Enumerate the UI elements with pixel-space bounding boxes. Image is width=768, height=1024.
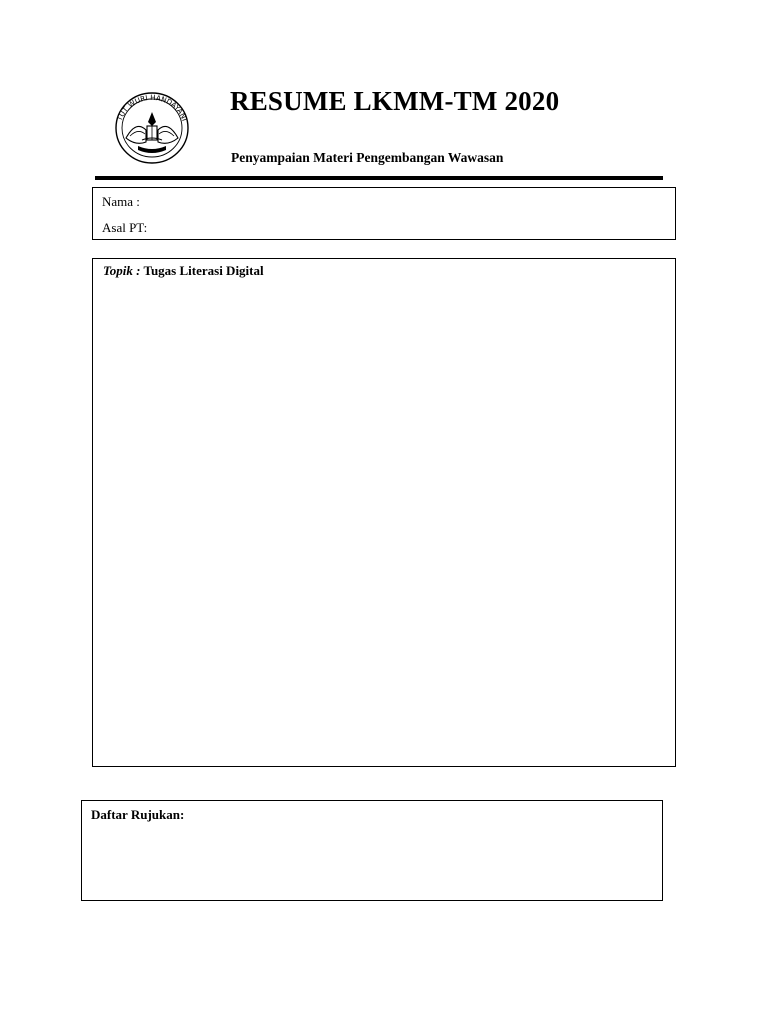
logo-caption: TUT WURI HANDAYANI [114, 92, 190, 123]
document-subtitle: Penyampaian Materi Pengembangan Wawasan [231, 150, 504, 165]
identity-box [92, 187, 676, 240]
tut-wuri-handayani-logo [96, 86, 208, 170]
references-title: Daftar Rujukan: [91, 807, 185, 822]
logo-emblem-icon [96, 86, 208, 170]
references-box [81, 800, 663, 901]
name-label: Nama : [102, 194, 140, 209]
header-divider [95, 176, 663, 180]
topic-line [103, 263, 264, 279]
document-title: RESUME LKMM-TM 2020 [230, 86, 560, 116]
origin-label: Asal PT: [102, 220, 148, 235]
topic-value: Tugas Literasi Digital [140, 263, 264, 278]
topic-box [92, 258, 676, 767]
topic-label: Topik : [103, 263, 141, 278]
